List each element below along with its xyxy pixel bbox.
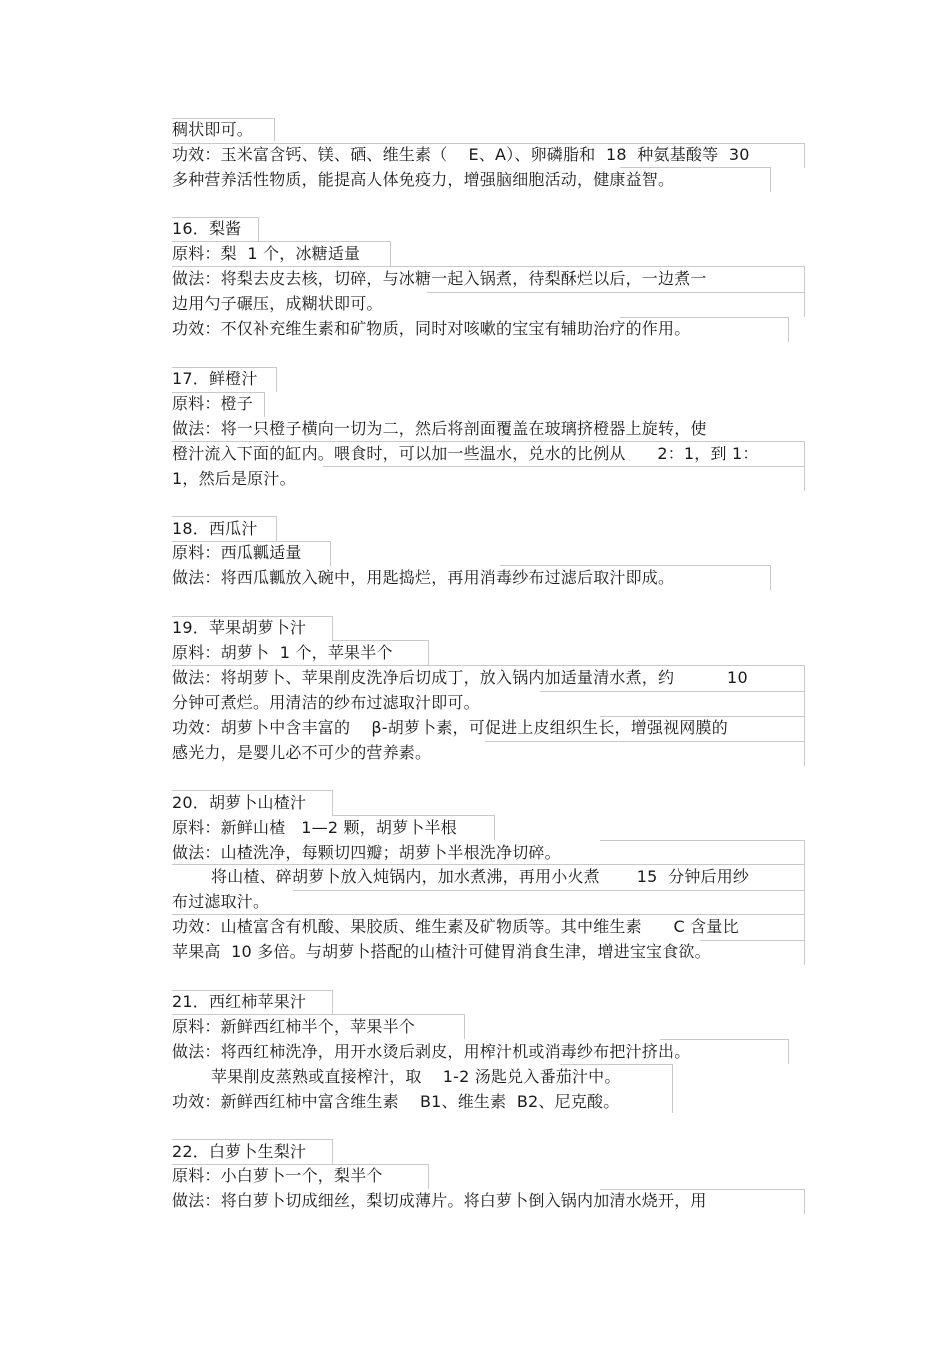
text-line: 原料：新鲜西红柿半个，苹果半个 [172, 1017, 416, 1036]
text-line: 边用勺子碾压，成糊状即可。 [172, 294, 383, 313]
text-line: 橙汁流入下面的缸内。喂食时，可以加一些温水，兑水的比例从 2：1，到 1： [172, 444, 759, 463]
cell-border [600, 840, 805, 865]
section-heading: 20．胡萝卜山楂汁 [172, 793, 307, 812]
cell-border [427, 292, 805, 317]
text-line: 将山楂、碎胡萝卜放入炖锅内，加水煮沸，再用小火煮 15 分钟后用纱 [211, 867, 750, 886]
text-line: 1，然后是原汁。 [172, 469, 296, 488]
section-heading: 19．苹果胡萝卜汁 [172, 618, 307, 637]
cell-border [293, 890, 805, 915]
text-line: 多种营养活性物质，能提高人体免疫力，增强脑细胞活动，健康益智。 [172, 170, 675, 189]
text-line: 布过滤取汁。 [172, 892, 270, 911]
text-line: 做法：将西瓜瓤放入碗中，用匙捣烂，再用消毒纱布过滤后取汁即成。 [172, 568, 675, 587]
text-line: 苹果削皮蒸熟或直接榨汁，取 1-2 汤匙兑入番茄汁中。 [211, 1067, 621, 1086]
text-line: 功效：玉米富含钙、镁、硒、维生素（ E、A）、卵磷脂和 18 种氨基酸等 30 [172, 145, 750, 164]
text-line: 做法：将白萝卜切成细丝，梨切成薄片。将白萝卜倒入锅内加清水烧开，用 [172, 1191, 707, 1210]
text-line: 原料：梨 1 个，冰糖适量 [172, 244, 361, 263]
section-heading: 22．白萝卜生梨汁 [172, 1142, 307, 1161]
section-heading: 21．西红柿苹果汁 [172, 992, 307, 1011]
text-line: 做法：将西红柿洗净，用开水烫后剥皮，用榨汁机或消毒纱布把汁挤出。 [172, 1042, 691, 1061]
text-line: 做法：山楂洗净，每颗切四瓣；胡萝卜半根洗净切碎。 [172, 843, 561, 862]
text-line: 功效：不仅补充维生素和矿物质，同时对咳嗽的宝宝有辅助治疗的作用。 [172, 319, 691, 338]
text-line: 分钟可煮烂。用清洁的纱布过滤取汁即可。 [172, 693, 480, 712]
text-line: 做法：将梨去皮去核，切碎，与冰糖一起入锅煮，待梨酥烂以后，一边煮一 [172, 269, 707, 288]
text-line: 做法：将一只橙子横向一切为二，然后将剖面覆盖在玻璃挤橙器上旋转，使 [172, 419, 707, 438]
section-heading: 16．梨酱 [172, 219, 242, 238]
cell-border [540, 691, 805, 716]
section-heading: 17．鲜橙汁 [172, 369, 258, 388]
text-line: 功效：山楂富含有机酸、果胶质、维生素及矿物质等。其中维生素 C 含量比 [172, 917, 739, 936]
text-line: 原料：西瓜瓤适量 [172, 543, 302, 562]
text-line: 感光力，是婴儿必不可少的营养素。 [172, 743, 432, 762]
text-line: 稠状即可。 [172, 120, 254, 139]
text-line: 原料：新鲜山楂 1—2 颗，胡萝卜半根 [172, 818, 457, 837]
cell-border [700, 940, 805, 965]
cell-border [323, 466, 805, 491]
text-line: 功效：新鲜西红柿中富含维生素 B1、维生素 B2、尼克酸。 [172, 1092, 620, 1111]
text-line: 苹果高 10 多倍。与胡萝卜搭配的山楂汁可健胃消食生津，增进宝宝食欲。 [172, 942, 711, 961]
text-line: 原料：橙子 [172, 394, 254, 413]
section-heading: 18．西瓜汁 [172, 519, 258, 538]
text-line: 做法：将胡萝卜、苹果削皮洗净后切成丁，放入锅内加适量清水煮，约 10 [172, 668, 748, 687]
text-line: 原料：胡萝卜 1 个，苹果半个 [172, 643, 393, 662]
text-line: 功效：胡萝卜中含丰富的 β-胡萝卜素，可促进上皮组织生长，增强视网膜的 [172, 718, 728, 737]
cell-border [485, 741, 805, 766]
text-line: 原料：小白萝卜一个，梨半个 [172, 1166, 383, 1185]
